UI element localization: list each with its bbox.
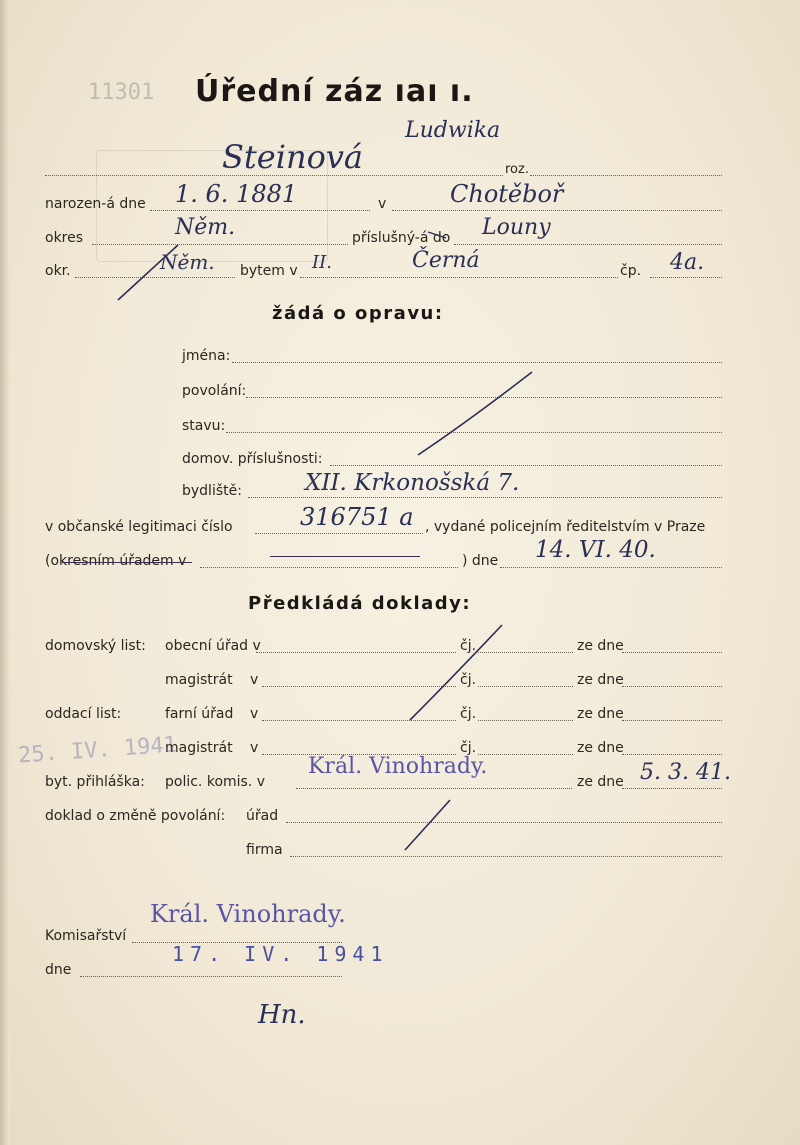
komisarstvi-label: Komisařství [45, 928, 127, 944]
prislusny-label: příslušný-á do [352, 230, 451, 246]
ze-dne-label-1: ze dne [577, 638, 624, 654]
ze-dne-label-4: ze dne [577, 740, 624, 756]
bytem-label: bytem v [240, 263, 298, 279]
page-title: Úřední záz ıaı ı. [195, 74, 474, 109]
okresnim-label: (okresním úřadem v [45, 553, 187, 569]
cp-label: čp. [620, 263, 642, 279]
faint-number: 11301 [88, 80, 155, 105]
initials: Hn. [258, 1000, 306, 1030]
byt-stamp: Král. Vinohrady. [308, 754, 488, 779]
zmena-label: doklad o změně povolání: [45, 808, 226, 824]
request-heading: žádá o opravu: [272, 303, 444, 324]
id-suffix: , vydané policejním ředitelstvím v Praze [425, 519, 706, 535]
okr-stroke [118, 245, 178, 300]
id-number: 316751 a [300, 503, 414, 531]
bydliste-value: XII. Krkonošská 7. [305, 470, 520, 496]
field-label-stavu: stavu: [182, 418, 226, 434]
surname: Steinová [222, 138, 363, 176]
street: Černá [412, 248, 480, 273]
field-label-bydliste: bydliště: [182, 483, 242, 499]
cj-label-1: čj. [460, 638, 477, 654]
byt-date: 5. 3. 41. [640, 760, 731, 785]
byt-label: byt. přihláška: [45, 774, 145, 790]
documents-heading: Předkládá doklady: [248, 593, 472, 614]
domicile: Louny [482, 215, 551, 240]
field-label-povolani: povolání: [182, 383, 247, 399]
magistrat-label-1: magistrát [165, 672, 233, 688]
cj-label-2: čj. [460, 672, 477, 688]
farni-urad-label: farní úřad [165, 706, 234, 722]
field-label-domov: domov. příslušnosti: [182, 451, 323, 467]
domovsky-stroke [410, 625, 502, 720]
v-label: v [378, 196, 387, 212]
born-label: narozen-á dne [45, 196, 146, 212]
okres-label: okres [45, 230, 84, 246]
given-name: Ludwika [405, 118, 501, 143]
faint-side-stamp: 25. IV. 1941 [17, 732, 178, 769]
birth-place: Chotěboř [450, 180, 564, 208]
request-stroke [418, 372, 532, 455]
okr-label: okr. [45, 263, 71, 279]
cj-label-4: čj. [460, 740, 477, 756]
roz-label: roz. [505, 162, 529, 177]
urad-label: úřad [246, 808, 279, 824]
v-label-3: v [250, 740, 259, 756]
okres-value: Něm. [175, 215, 236, 240]
bytem-district: II. [312, 252, 332, 273]
zmena-stroke [405, 800, 450, 850]
v-label-2: v [250, 706, 259, 722]
id-prefix: v občanské legitimaci číslo [45, 519, 233, 535]
cj-label-3: čj. [460, 706, 477, 722]
komisarstvi-stamp: Král. Vinohrady. [150, 900, 346, 928]
oddaci-label: oddací list: [45, 706, 122, 722]
field-label-jmena: jména: [182, 348, 231, 364]
stamp-date: 17. IV. 1941 [172, 942, 389, 966]
birth-date: 1. 6. 1881 [175, 180, 298, 208]
magistrat-label-2: magistrát [165, 740, 233, 756]
domovsky-label: domovský list: [45, 638, 146, 654]
v-label-1: v [250, 672, 259, 688]
ze-dne-label-3: ze dne [577, 706, 624, 722]
ze-dne-label-2: ze dne [577, 672, 624, 688]
ze-dne-label-5: ze dne [577, 774, 624, 790]
dne-label-footer: dne [45, 962, 72, 978]
firma-label: firma [246, 842, 283, 858]
obecni-urad-label: obecní úřad v [165, 638, 261, 654]
polic-komis-label: polic. komis. v [165, 774, 266, 790]
prislusny-strike [428, 232, 446, 238]
okr-value: Něm. [160, 250, 215, 274]
dne-label: ) dne [462, 553, 499, 569]
house-no: 4a. [670, 250, 705, 275]
id-date: 14. VI. 40. [535, 537, 656, 563]
